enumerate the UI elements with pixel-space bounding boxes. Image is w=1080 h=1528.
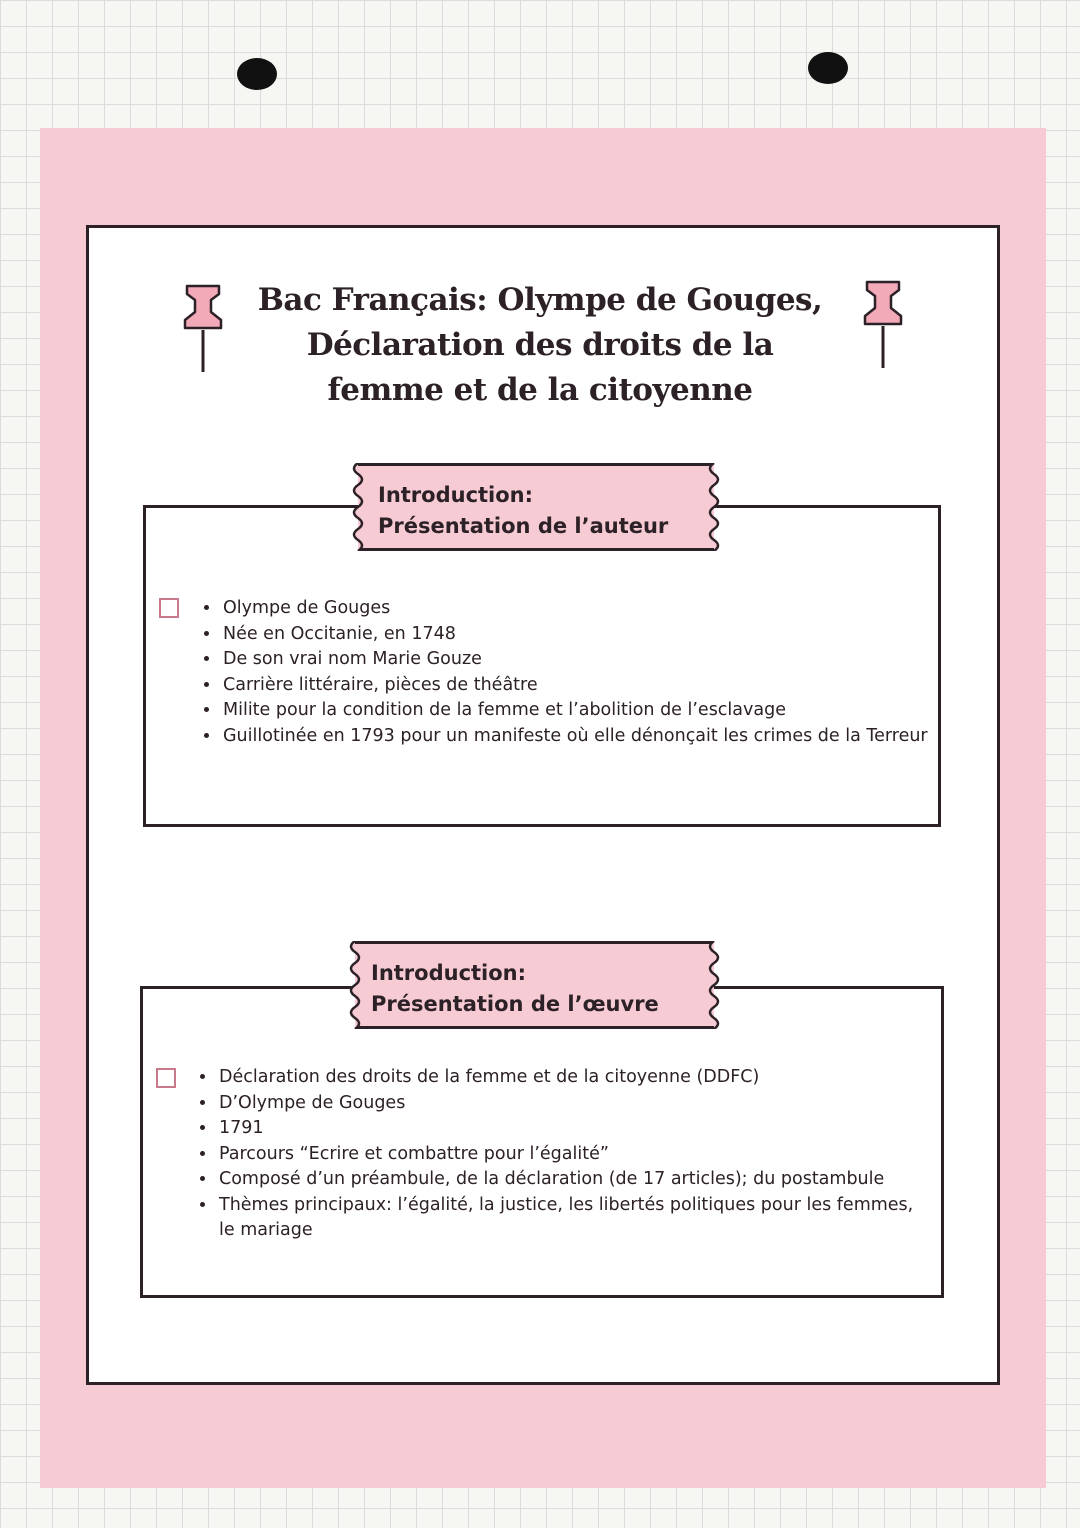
list-item: • Guillotinée en 1793 pour un manifeste où elle dénonçait les crimes de la Terreur [221, 724, 951, 750]
section-work-heading-line-1: Introduction: [371, 961, 527, 985]
section-author-list [199, 596, 951, 749]
section-author-heading-line-2: Présentation de l’auteur [378, 514, 669, 538]
binder-hole-right [808, 52, 848, 84]
title-line-3: femme et de la citoyenne [327, 372, 753, 408]
section-work-heading [371, 958, 659, 1020]
list-item: • Olympe de Gouges [221, 596, 951, 622]
list-item: • D’Olympe de Gouges [217, 1091, 917, 1117]
banner-wavy-edge-left [350, 463, 366, 551]
list-item: • Née en Occitanie, en 1748 [221, 622, 951, 648]
section-author-banner [358, 463, 714, 551]
section-author-heading-line-1: Introduction: [378, 483, 534, 507]
list-item: • Milite pour la condition de la femme et l’abolition de l’esclavage [221, 698, 951, 724]
list-item: • Déclaration des droits de la femme et de la citoyenne (DDFC) [217, 1065, 917, 1091]
banner-wavy-edge-right [706, 463, 722, 551]
section-work-checkbox[interactable] [156, 1068, 176, 1088]
section-author-checkbox[interactable] [159, 598, 179, 618]
list-item: • 1791 [217, 1116, 917, 1142]
section-work-banner [355, 941, 714, 1029]
section-work-heading-line-2: Présentation de l’œuvre [371, 992, 659, 1016]
title-line-1: Bac Français: Olympe de Gouges, [257, 282, 823, 318]
binder-hole-left [237, 58, 277, 90]
section-author-heading [378, 480, 668, 542]
list-item: • Carrière littéraire, pièces de théâtre [221, 673, 951, 699]
section-work-list [195, 1065, 917, 1244]
banner-wavy-edge-right [706, 941, 722, 1029]
page-title [230, 278, 850, 413]
pushpin-icon-right [861, 278, 905, 370]
list-item: • De son vrai nom Marie Gouze [221, 647, 951, 673]
list-item: • Composé d’un préambule, de la déclaration (de 17 articles); du postambule [217, 1167, 917, 1193]
title-line-2: Déclaration des droits de la [306, 327, 774, 363]
pushpin-icon-left [181, 282, 225, 374]
list-item: • Thèmes principaux: l’égalité, la justice, les libertés politiques pour les femmes, le mariage [217, 1193, 917, 1244]
list-item: • Parcours “Ecrire et combattre pour l’égalité” [217, 1142, 917, 1168]
banner-wavy-edge-left [347, 941, 363, 1029]
